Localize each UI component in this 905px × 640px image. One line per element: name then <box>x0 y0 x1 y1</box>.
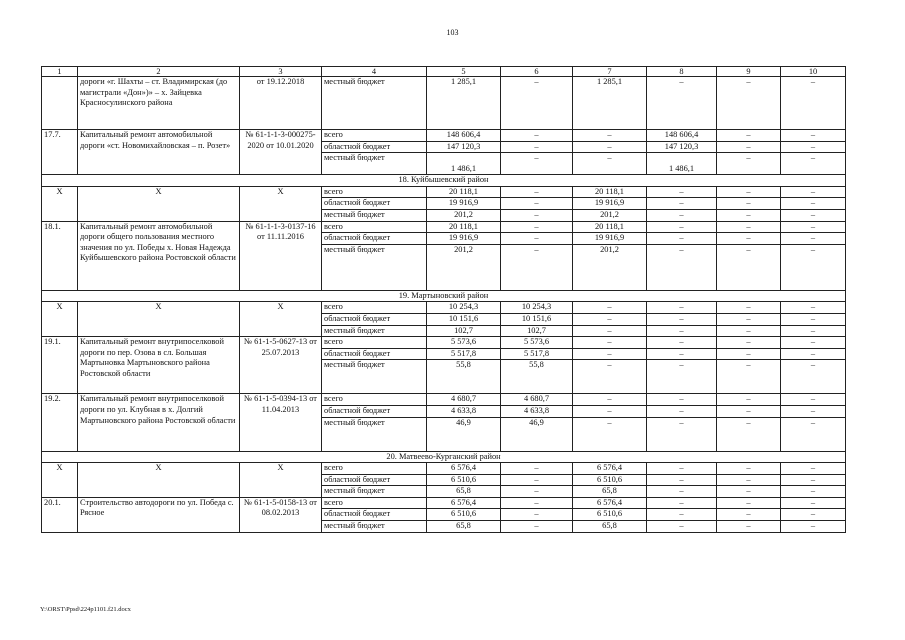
col-header: 8 <box>647 67 717 77</box>
table-row <box>42 337 846 349</box>
value-cell: – <box>781 497 846 509</box>
document-ref: № 61-1-5-0394-13 от 11.04.2013 <box>240 394 322 451</box>
value-cell: 46,9 <box>501 417 573 451</box>
value-cell: 1 285,1 <box>573 77 647 130</box>
value-cell: – <box>781 77 846 130</box>
value-cell: 6 576,4 <box>573 497 647 509</box>
value-cell: – <box>573 153 647 175</box>
table-row <box>42 221 846 233</box>
col-header: 6 <box>501 67 573 77</box>
value-cell: – <box>781 394 846 406</box>
value-cell: – <box>781 337 846 349</box>
value-cell: 65,8 <box>573 486 647 498</box>
value-cell: 10 151,6 <box>501 313 573 325</box>
value-cell: – <box>717 509 781 521</box>
funding-source: местный бюджет <box>322 209 427 221</box>
total-marker: X <box>240 463 322 498</box>
table-row <box>42 302 846 314</box>
value-cell: – <box>717 405 781 417</box>
value-cell: 19 916,9 <box>427 233 501 245</box>
funding-source: всего <box>322 221 427 233</box>
value-cell: – <box>573 325 647 337</box>
value-cell: – <box>647 405 717 417</box>
value-cell: – <box>647 198 717 210</box>
value-cell: – <box>781 233 846 245</box>
value-cell: – <box>573 141 647 153</box>
value-cell: 20 118,1 <box>573 186 647 198</box>
funding-source: местный бюджет <box>322 244 427 290</box>
value-cell: – <box>573 130 647 142</box>
value-cell: – <box>781 348 846 360</box>
object-description: Капитальный ремонт внутрипоселковой дороги по ул. Клубная в х. Долгий Мартыновского района Ростовской области <box>78 394 240 451</box>
column-number-row <box>42 67 846 77</box>
value-cell: – <box>781 130 846 142</box>
value-cell: – <box>781 141 846 153</box>
value-cell: – <box>647 348 717 360</box>
value-cell: 10 151,6 <box>427 313 501 325</box>
value-cell: – <box>501 130 573 142</box>
value-cell: 201,2 <box>573 209 647 221</box>
value-cell: – <box>573 360 647 394</box>
total-marker: X <box>78 186 240 221</box>
value-cell: – <box>647 360 717 394</box>
value-cell: 5 517,8 <box>501 348 573 360</box>
value-cell: 55,8 <box>501 360 573 394</box>
value-cell: – <box>647 325 717 337</box>
total-marker: X <box>42 302 78 337</box>
object-description: Капитальный ремонт автомобильной дороги общего пользования местного значения по ул. Победы х. Новая Надежда Куйбышевского района Ростовской области <box>78 221 240 290</box>
object-description: Капитальный ремонт автомобильной дороги «ст. Новомихайловская – п. Розет» <box>78 130 240 175</box>
page-number: 103 <box>446 28 459 37</box>
value-cell: 4 633,8 <box>501 405 573 417</box>
value-cell: – <box>647 486 717 498</box>
value-cell: – <box>717 463 781 475</box>
value-cell: 102,7 <box>427 325 501 337</box>
col-header: 5 <box>427 67 501 77</box>
funding-source: местный бюджет <box>322 153 427 175</box>
value-cell: 5 573,6 <box>427 337 501 349</box>
value-cell: – <box>717 360 781 394</box>
document-ref: № 61-1-1-3-000275-2020 от 10.01.2020 <box>240 130 322 175</box>
value-cell: 19 916,9 <box>573 233 647 245</box>
value-cell: – <box>647 394 717 406</box>
value-cell: – <box>781 186 846 198</box>
section-title: 18. Куйбышевский район <box>42 175 846 187</box>
funding-source: всего <box>322 394 427 406</box>
value-cell: – <box>781 198 846 210</box>
row-number: 20.1. <box>42 497 78 532</box>
value-cell: – <box>717 313 781 325</box>
funding-source: областной бюджет <box>322 405 427 417</box>
value-cell: 6 576,4 <box>573 463 647 475</box>
value-cell: – <box>781 244 846 290</box>
value-cell: – <box>781 313 846 325</box>
value-cell: – <box>647 313 717 325</box>
value-cell: 4 633,8 <box>427 405 501 417</box>
value-cell: 6 576,4 <box>427 463 501 475</box>
value-cell: – <box>717 77 781 130</box>
value-cell: – <box>573 394 647 406</box>
col-header: 3 <box>240 67 322 77</box>
value-cell: 5 517,8 <box>427 348 501 360</box>
object-description: дороги «г. Шахты – ст. Владимирская (до магистрали «Дон»)» – х. Зайцевка Красносулинского района <box>78 77 240 130</box>
total-marker: X <box>78 463 240 498</box>
value-cell: 201,2 <box>427 209 501 221</box>
section-header-row <box>42 175 846 187</box>
value-cell: – <box>781 221 846 233</box>
col-header: 7 <box>573 67 647 77</box>
funding-source: всего <box>322 130 427 142</box>
value-cell: 1 285,1 <box>427 77 501 130</box>
funding-source: местный бюджет <box>322 486 427 498</box>
value-cell: – <box>717 153 781 175</box>
row-number: 18.1. <box>42 221 78 290</box>
value-cell: – <box>647 474 717 486</box>
value-cell: 20 118,1 <box>573 221 647 233</box>
funding-source: всего <box>322 186 427 198</box>
value-cell: – <box>501 463 573 475</box>
value-cell: – <box>781 417 846 451</box>
value-cell: 20 118,1 <box>427 186 501 198</box>
value-cell: 19 916,9 <box>427 198 501 210</box>
value-cell: – <box>573 405 647 417</box>
value-cell: – <box>781 325 846 337</box>
value-cell: 65,8 <box>427 521 501 533</box>
value-cell: – <box>717 497 781 509</box>
value-cell: – <box>573 302 647 314</box>
value-cell: 20 118,1 <box>427 221 501 233</box>
value-cell: – <box>717 186 781 198</box>
table-row <box>42 186 846 198</box>
value-cell: 148 606,4 <box>647 130 717 142</box>
value-cell: – <box>717 474 781 486</box>
value-cell: – <box>781 209 846 221</box>
value-cell: 201,2 <box>427 244 501 290</box>
value-cell: – <box>647 521 717 533</box>
object-description: Капитальный ремонт внутрипоселковой дороги по пер. Озова в сл. Большая Мартыновка Мартыновского района Ростовской области <box>78 337 240 394</box>
value-cell: 6 576,4 <box>427 497 501 509</box>
value-cell: – <box>501 153 573 175</box>
funding-source: местный бюджет <box>322 325 427 337</box>
value-cell: – <box>717 130 781 142</box>
value-cell: – <box>647 244 717 290</box>
value-cell: – <box>573 348 647 360</box>
col-header: 4 <box>322 67 427 77</box>
document-ref: от 19.12.2018 <box>240 77 322 130</box>
value-cell: – <box>781 521 846 533</box>
value-cell: – <box>573 337 647 349</box>
table-row <box>42 77 846 130</box>
value-cell: – <box>717 325 781 337</box>
value-cell: – <box>781 360 846 394</box>
document-ref: № 61-1-5-0158-13 от 08.02.2013 <box>240 497 322 532</box>
value-cell: – <box>573 417 647 451</box>
object-description: Строительство автодороги по ул. Победа с. Рясное <box>78 497 240 532</box>
funding-source: местный бюджет <box>322 360 427 394</box>
row-number <box>42 77 78 130</box>
value-cell: – <box>501 209 573 221</box>
section-header-row <box>42 451 846 463</box>
value-cell: 6 510,6 <box>427 509 501 521</box>
table-row <box>42 497 846 509</box>
col-header: 10 <box>781 67 846 77</box>
col-header: 2 <box>78 67 240 77</box>
value-cell: 148 606,4 <box>427 130 501 142</box>
value-cell: – <box>717 209 781 221</box>
row-number: 17.7. <box>42 130 78 175</box>
funding-source: всего <box>322 497 427 509</box>
funding-source: всего <box>322 337 427 349</box>
value-cell: – <box>717 521 781 533</box>
value-cell: – <box>717 417 781 451</box>
value-cell: – <box>647 337 717 349</box>
value-cell: – <box>501 486 573 498</box>
value-cell: – <box>717 486 781 498</box>
section-title: 19. Мартыновский район <box>42 290 846 302</box>
value-cell: – <box>717 348 781 360</box>
value-cell: – <box>781 509 846 521</box>
value-cell: – <box>717 141 781 153</box>
value-cell: 6 510,6 <box>573 474 647 486</box>
funding-source: областной бюджет <box>322 141 427 153</box>
value-cell: – <box>717 244 781 290</box>
funding-source: областной бюджет <box>322 313 427 325</box>
value-cell: 201,2 <box>573 244 647 290</box>
funding-source: местный бюджет <box>322 77 427 130</box>
value-cell: – <box>717 233 781 245</box>
funding-source: областной бюджет <box>322 474 427 486</box>
value-cell: – <box>647 463 717 475</box>
row-number: 19.1. <box>42 337 78 394</box>
value-cell: – <box>781 405 846 417</box>
value-cell: – <box>781 302 846 314</box>
value-cell: 46,9 <box>427 417 501 451</box>
value-cell: – <box>501 198 573 210</box>
value-cell: 102,7 <box>501 325 573 337</box>
value-cell: – <box>647 302 717 314</box>
col-header: 1 <box>42 67 78 77</box>
value-cell: 1 486,1 <box>647 153 717 175</box>
value-cell: – <box>647 209 717 221</box>
value-cell: – <box>501 521 573 533</box>
value-cell: – <box>647 417 717 451</box>
value-cell: – <box>501 186 573 198</box>
value-cell: – <box>647 77 717 130</box>
funding-source: областной бюджет <box>322 198 427 210</box>
value-cell: 147 120,3 <box>427 141 501 153</box>
value-cell: 10 254,3 <box>427 302 501 314</box>
value-cell: – <box>717 221 781 233</box>
value-cell: 55,8 <box>427 360 501 394</box>
value-cell: 5 573,6 <box>501 337 573 349</box>
funding-source: областной бюджет <box>322 348 427 360</box>
value-cell: – <box>647 186 717 198</box>
value-cell: 10 254,3 <box>501 302 573 314</box>
table-row <box>42 394 846 406</box>
value-cell: – <box>501 474 573 486</box>
value-cell: – <box>501 141 573 153</box>
section-header-row <box>42 290 846 302</box>
value-cell: 65,8 <box>427 486 501 498</box>
total-marker: X <box>42 186 78 221</box>
value-cell: – <box>781 153 846 175</box>
value-cell: – <box>647 233 717 245</box>
file-path-footer: Y:\ORST\Ppsd\224p1101.f21.docx <box>40 606 131 613</box>
value-cell: 6 510,6 <box>427 474 501 486</box>
value-cell: – <box>573 313 647 325</box>
total-marker: X <box>42 463 78 498</box>
value-cell: 147 120,3 <box>647 141 717 153</box>
budget-table <box>41 66 846 533</box>
value-cell: – <box>717 337 781 349</box>
total-marker: X <box>78 302 240 337</box>
value-cell: 65,8 <box>573 521 647 533</box>
section-title: 20. Матвеево-Курганский район <box>42 451 846 463</box>
value-cell: – <box>781 463 846 475</box>
value-cell: 1 486,1 <box>427 153 501 175</box>
value-cell: 19 916,9 <box>573 198 647 210</box>
document-ref: № 61-1-1-3-0137-16 от 11.11.2016 <box>240 221 322 290</box>
col-header: 9 <box>717 67 781 77</box>
value-cell: 6 510,6 <box>573 509 647 521</box>
value-cell: – <box>647 509 717 521</box>
funding-source: областной бюджет <box>322 509 427 521</box>
table-row <box>42 463 846 475</box>
value-cell: – <box>501 509 573 521</box>
value-cell: – <box>501 244 573 290</box>
value-cell: 4 680,7 <box>501 394 573 406</box>
value-cell: – <box>781 474 846 486</box>
value-cell: – <box>501 233 573 245</box>
value-cell: – <box>501 221 573 233</box>
total-marker: X <box>240 186 322 221</box>
value-cell: – <box>501 497 573 509</box>
funding-source: местный бюджет <box>322 417 427 451</box>
value-cell: – <box>501 77 573 130</box>
total-marker: X <box>240 302 322 337</box>
value-cell: – <box>717 394 781 406</box>
value-cell: – <box>717 198 781 210</box>
funding-source: всего <box>322 302 427 314</box>
table-row <box>42 130 846 142</box>
funding-source: областной бюджет <box>322 233 427 245</box>
row-number: 19.2. <box>42 394 78 451</box>
value-cell: – <box>781 486 846 498</box>
document-ref: № 61-1-5-0627-13 от 25.07.2013 <box>240 337 322 394</box>
value-cell: – <box>647 497 717 509</box>
value-cell: – <box>647 221 717 233</box>
value-cell: – <box>717 302 781 314</box>
funding-source: всего <box>322 463 427 475</box>
value-cell: 4 680,7 <box>427 394 501 406</box>
funding-source: местный бюджет <box>322 521 427 533</box>
